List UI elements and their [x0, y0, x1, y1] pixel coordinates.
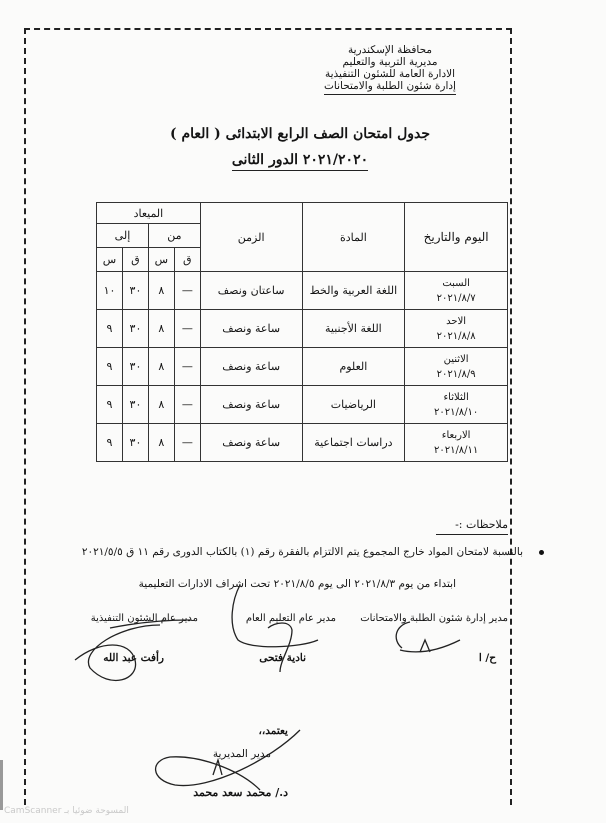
to-minute-cell: ٣٠ [122, 386, 148, 424]
day-date-cell [405, 310, 508, 348]
duration-cell: ساعة ونصف [200, 310, 302, 348]
from-hour-cell: ٨ [148, 348, 174, 386]
from-hour-cell: ٨ [148, 386, 174, 424]
to-hour-cell: ٩ [97, 386, 123, 424]
to-minute-cell: ٣٠ [122, 424, 148, 462]
to-minute-cell: ٣٠ [122, 348, 148, 386]
to-hour-cell: ١٠ [97, 272, 123, 310]
to-hour-cell: ٩ [97, 310, 123, 348]
subtitle-text: ٢٠٢١/٢٠٢٠ الدور الثانى [232, 152, 368, 171]
document-subtitle [150, 152, 450, 168]
subject-cell: العلوم [302, 348, 405, 386]
duration-cell: ساعة ونصف [200, 424, 302, 462]
signature-name-exams-director: ح/ ا [478, 652, 496, 664]
letterhead-line-department: إدارة شئون الطلبة والامتحانات [324, 80, 456, 95]
day-date-cell [405, 386, 508, 424]
from-minute-cell: — [174, 348, 200, 386]
day: الاثنين [443, 353, 469, 365]
notes-bullet [24, 546, 544, 558]
letterhead-line-directorate: مديرية التربية والتعليم [342, 56, 438, 68]
date: ٢٠٢١/٨/٨ [436, 330, 476, 342]
table-row [97, 348, 508, 386]
header-from-minute: ق [174, 248, 200, 272]
scan-edge [0, 760, 3, 810]
approval-name: د./ محمد سعد محمد [193, 786, 288, 799]
notes-continuation: ابتداء من يوم ٢٠٢١/٨/٣ الى يوم ٢٠٢١/٨/٥ تحت اشراف الادارات التعليمية [138, 578, 456, 590]
day-date-cell [405, 272, 508, 310]
subject-cell: اللغة العربية والخط [302, 272, 405, 310]
signature-name-executive-director: رأفت عبد الله [103, 652, 164, 664]
header-from: من [148, 224, 200, 248]
from-minute-cell: — [174, 386, 200, 424]
header-from-hour: س [148, 248, 174, 272]
from-hour-cell: ٨ [148, 272, 174, 310]
table-row [97, 424, 508, 462]
bullet-icon [539, 550, 544, 555]
subject-cell: اللغة الأجنبية [302, 310, 405, 348]
letterhead [290, 44, 490, 95]
to-hour-cell: ٩ [97, 348, 123, 386]
from-minute-cell: — [174, 272, 200, 310]
from-minute-cell: — [174, 424, 200, 462]
duration-cell: ساعة ونصف [200, 386, 302, 424]
to-minute-cell: ٣٠ [122, 310, 148, 348]
to-minute-cell: ٣٠ [122, 272, 148, 310]
duration-cell: ساعة ونصف [200, 348, 302, 386]
date: ٢٠٢١/٨/١٠ [433, 406, 479, 418]
date: ٢٠٢١/٨/٧ [436, 292, 476, 304]
header-to-hour: س [97, 248, 123, 272]
day: الاربعاء [441, 429, 471, 441]
table-row [97, 386, 508, 424]
approval-label: يعتمد،، [258, 725, 288, 737]
approval-title: مدير المديرية [212, 748, 271, 760]
subject-cell: الرياضيات [302, 386, 405, 424]
to-hour-cell: ٩ [97, 424, 123, 462]
from-hour-cell: ٨ [148, 310, 174, 348]
day: السبت [442, 277, 470, 289]
table-row [97, 272, 508, 310]
day-date-cell [405, 348, 508, 386]
camscanner-watermark: CamScanner المسوحة ضوئيا بـ [4, 806, 129, 816]
signature-title-education-director: مدير عام التعليم العام [245, 613, 336, 624]
duration-cell: ساعتان ونصف [200, 272, 302, 310]
from-hour-cell: ٨ [148, 424, 174, 462]
date: ٢٠٢١/٨/٩ [436, 368, 476, 380]
exam-schedule-table [96, 202, 508, 462]
letterhead-line-governorate: محافظة الإسكندرية [347, 44, 432, 56]
from-minute-cell: — [174, 310, 200, 348]
signature-title-exams-director: مدير إدارة شئون الطلبة والامتحانات [360, 613, 508, 624]
header-duration: الزمن [200, 203, 302, 272]
table-row [97, 310, 508, 348]
header-schedule: الميعاد [97, 203, 201, 224]
header-day-date: اليوم والتاريخ [405, 203, 508, 272]
day: الثلاثاء [443, 391, 469, 403]
day: الاحد [446, 315, 467, 327]
notes-heading: ملاحظات :- [436, 518, 508, 535]
day-date-cell [405, 424, 508, 462]
signature-title-executive-director: مدير عام الشئون التنفيذية [90, 613, 198, 624]
header-to-minute: ق [122, 248, 148, 272]
notes-bullet-text: بالنسبة لامتحان المواد خارج المجموع يتم الالتزام بالفقرة رقم (١) بالكتاب الدورى رقم ١١ ق ٢٠٢١/٥/٥ [81, 546, 523, 558]
header-subject: المادة [302, 203, 405, 272]
header-to: إلى [97, 224, 149, 248]
letterhead-line-administration: الادارة العامة للشئون التنفيذية [324, 68, 456, 80]
subject-cell: دراسات اجتماعية [302, 424, 405, 462]
date: ٢٠٢١/٨/١١ [433, 444, 479, 456]
signature-name-education-director: نادية فتحى [259, 652, 306, 664]
document-title: جدول امتحان الصف الرابع الابتدائى ( العام ) [169, 126, 431, 142]
